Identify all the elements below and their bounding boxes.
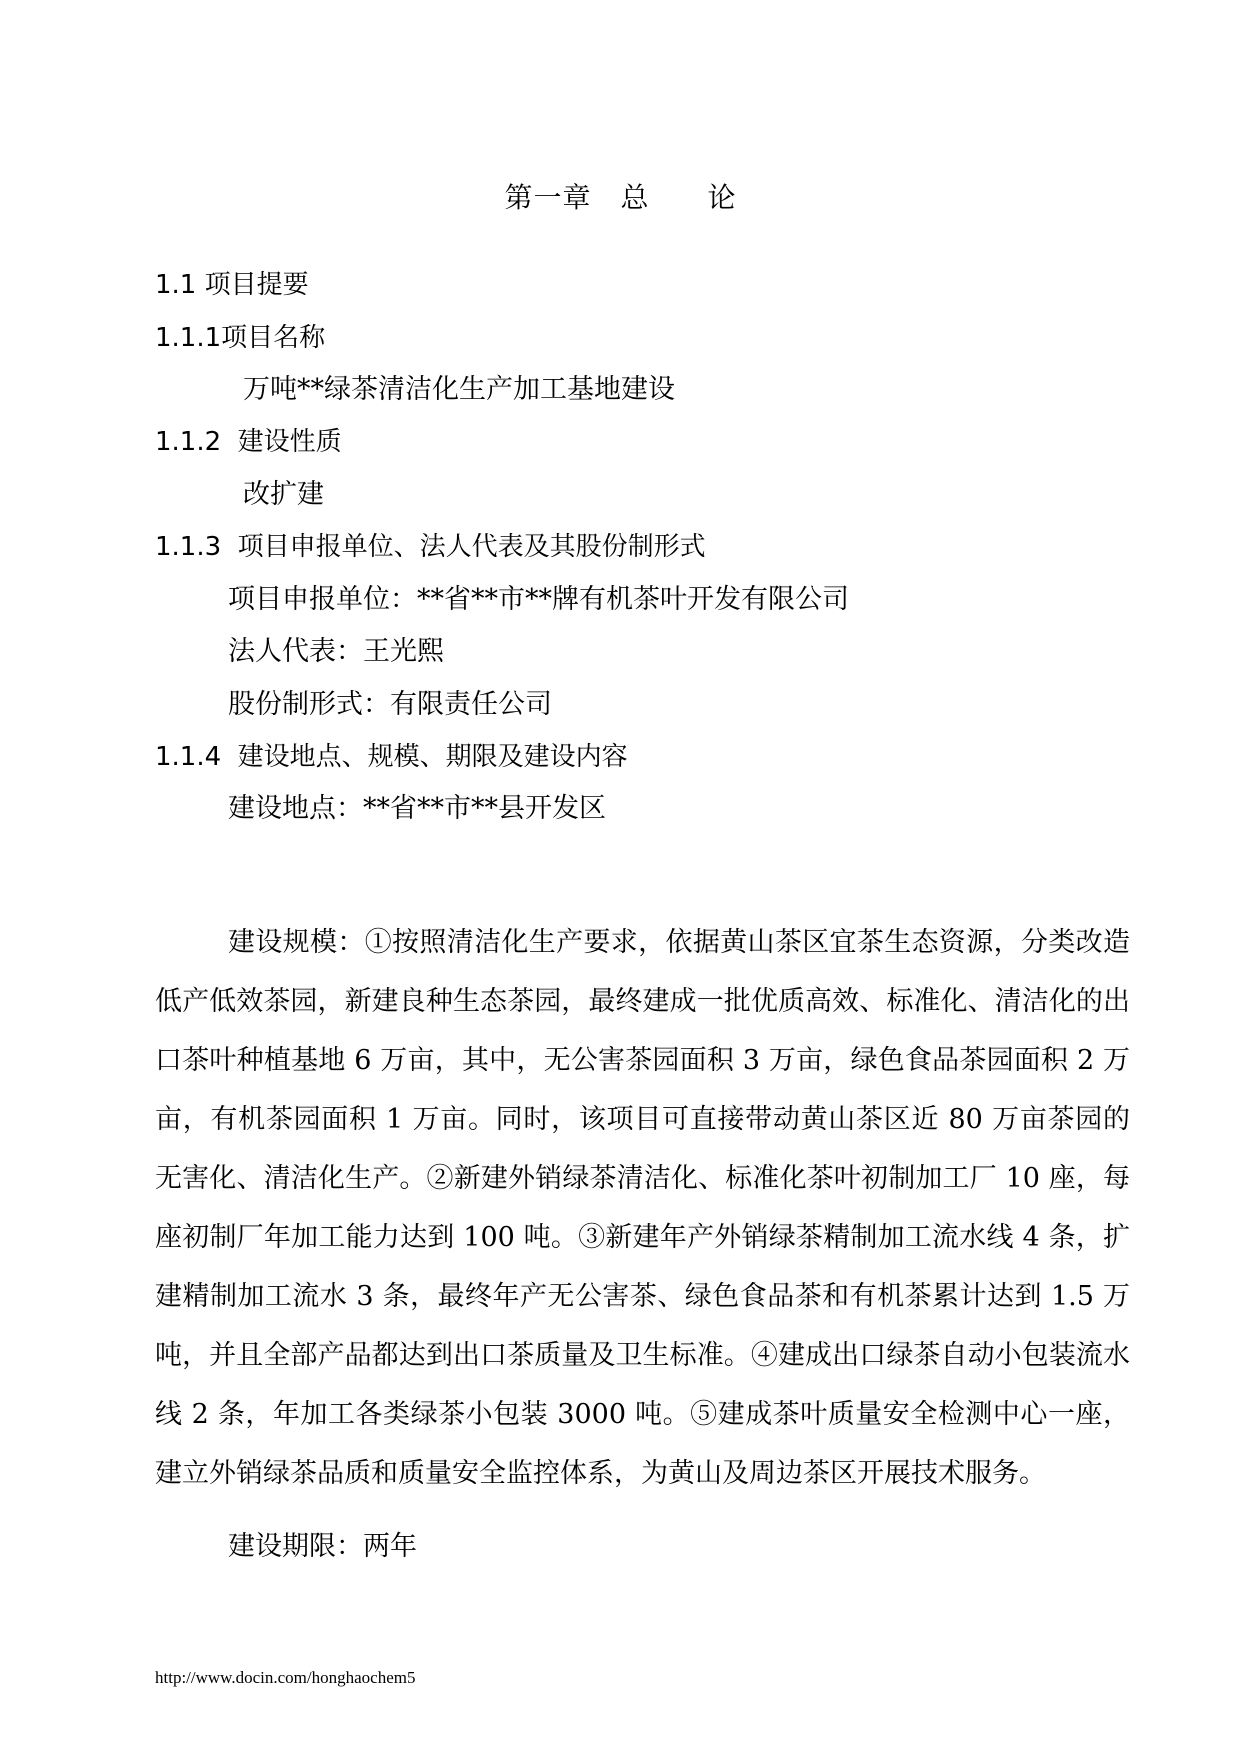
section-heading-1-1-1: 1.1.1项目名称 bbox=[155, 323, 326, 353]
section-heading-1-1-2: 1.1.2 建设性质 bbox=[155, 427, 342, 457]
location-text: 建设地点：**省**市**县开发区 bbox=[228, 793, 606, 824]
construction-scale-paragraph: 建设规模：①按照清洁化生产要求，依据黄山茶区宜茶生态资源，分类改造低产低效茶园，新建良种生态茶园，最终建成一批优质高效、标准化、清洁化的出口茶叶种植基地 6 万亩，其中，无公害茶园面积 3 万亩，绿色食品茶园面积 2 万亩，有机茶园面积 1 万亩。同时，该项目可直接带动黄山茶区近 80 万亩茶园的无害化、清洁化生产。②新建外销绿茶清洁化、标准化茶叶初制加工厂 10 座，每座初制厂年加工能力达到 100 吨。③新建年产外销绿茶精制加工流水线 4 条，扩建精制加工流水 3 条，最终年产无公害茶、绿色食品茶和有机茶累计达到 1.5 万吨，并且全部产品都达到出口茶质量及卫生标准。④建成出口绿茶自动小包装流水线 2 条，年加工各类绿茶小包装 3000 吨。⑤建成茶叶质量安全检测中心一座，建立外销绿茶品质和质量安全监控体系，为黄山及周边茶区开展技术服务。 bbox=[155, 927, 1130, 1489]
construction-nature-text: 改扩建 bbox=[243, 479, 324, 510]
section-heading-1-1: 1.1 项目提要 bbox=[155, 270, 309, 300]
legal-representative-text: 法人代表：王光熙 bbox=[228, 636, 444, 667]
project-name-text: 万吨**绿茶清洁化生产加工基地建设 bbox=[243, 374, 675, 405]
footer-url: http://www.docin.com/honghaochem5 bbox=[155, 1668, 416, 1687]
applicant-text: 项目申报单位：**省**市**牌有机茶叶开发有限公司 bbox=[228, 584, 849, 615]
chapter-title: 第一章 总 论 bbox=[504, 181, 737, 214]
section-heading-1-1-4: 1.1.4 建设地点、规模、期限及建设内容 bbox=[155, 742, 628, 772]
section-heading-1-1-3: 1.1.3 项目申报单位、法人代表及其股份制形式 bbox=[155, 532, 706, 562]
construction-period-text: 建设期限：两年 bbox=[228, 1531, 417, 1562]
share-form-text: 股份制形式：有限责任公司 bbox=[228, 689, 552, 720]
